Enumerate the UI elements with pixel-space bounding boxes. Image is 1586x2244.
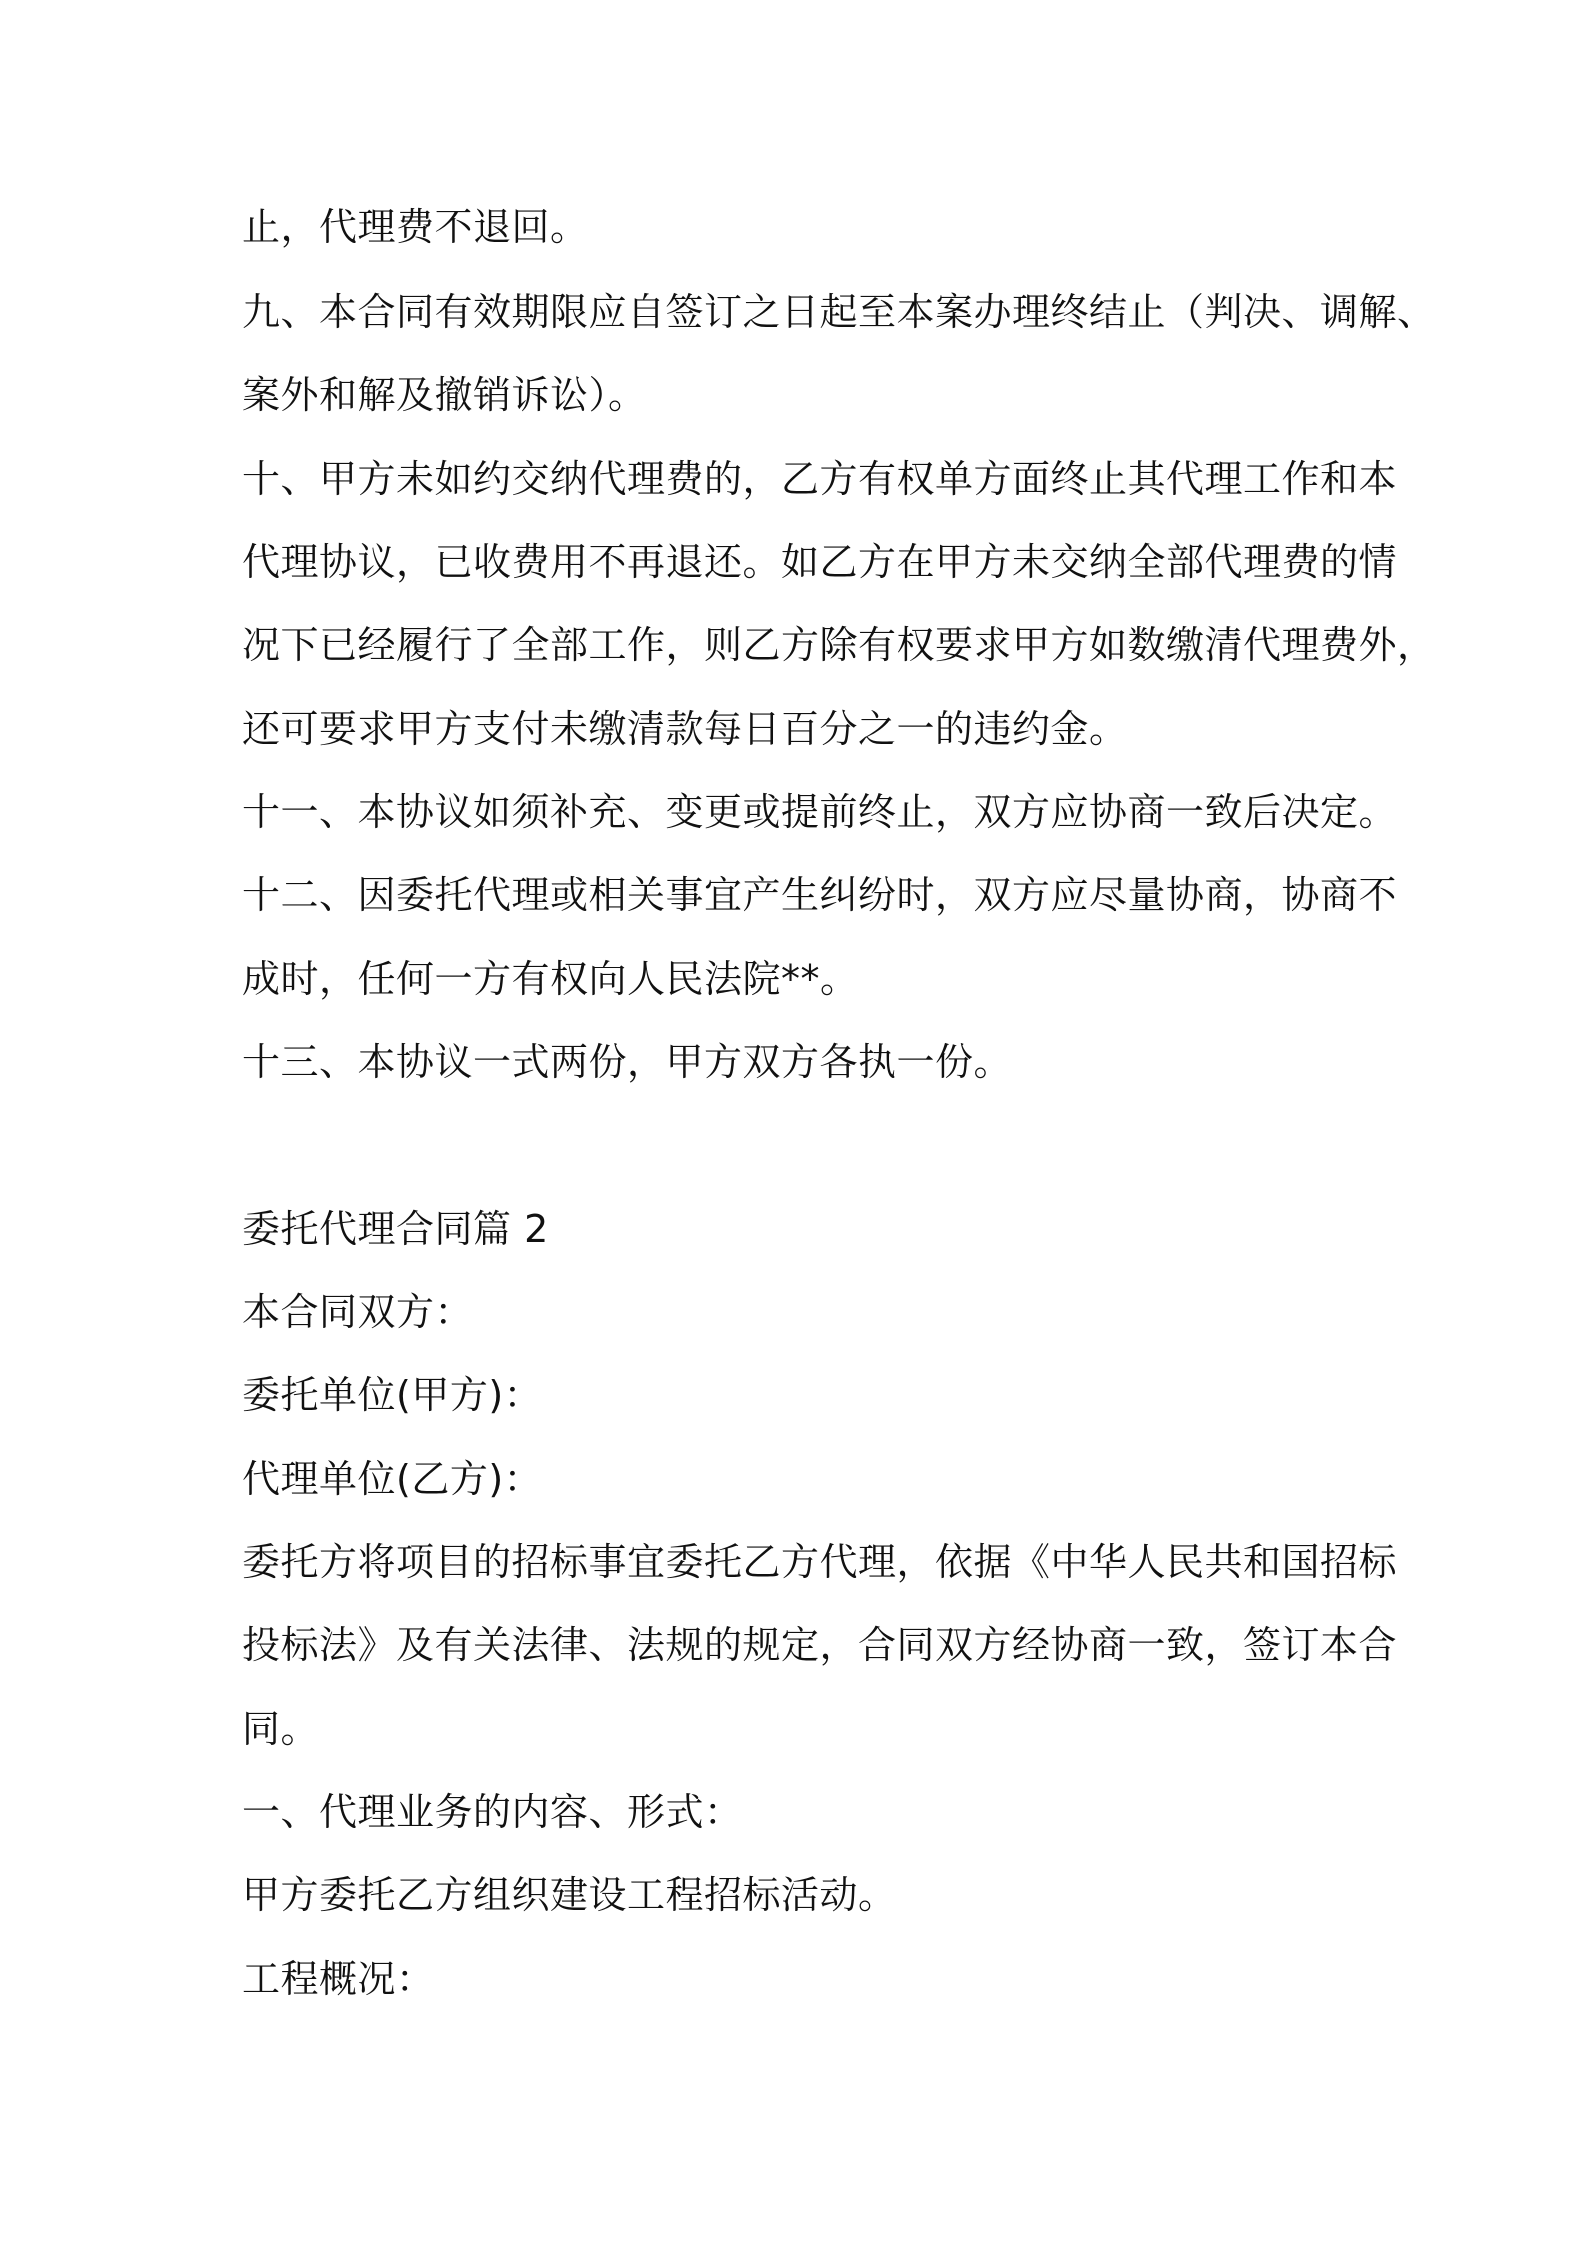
text-line: 同。 xyxy=(242,1707,320,1751)
text-line: 投标法》及有关法律、法规的规定，合同双方经协商一致，签订本合 xyxy=(242,1623,1398,1667)
text-line: 代理协议，已收费用不再退还。如乙方在甲方未交纳全部代理费的情 xyxy=(242,540,1398,584)
text-line: 工程概况： xyxy=(242,1957,435,2001)
text-line: 代理单位(乙方)： xyxy=(242,1457,543,1501)
text-line: 一、代理业务的内容、形式： xyxy=(242,1790,743,1834)
text-line: 委托方将项目的招标事宜委托乙方代理，依据《中华人民共和国招标 xyxy=(242,1540,1398,1584)
text-line: 十、甲方未如约交纳代理费的，乙方有权单方面终止其代理工作和本 xyxy=(242,457,1398,501)
text-line: 十一、本协议如须补充、变更或提前终止，双方应协商一致后决定。 xyxy=(242,790,1398,834)
text-line: 止，代理费不退回。 xyxy=(242,205,589,249)
text-line: 十三、本协议一式两份，甲方双方各执一份。 xyxy=(242,1040,1013,1084)
text-line: 九、本合同有效期限应自签订之日起至本案办理终结止（判决、调解、 xyxy=(242,290,1436,334)
text-line: 委托单位(甲方)： xyxy=(242,1373,543,1417)
text-line: 甲方委托乙方组织建设工程招标活动。 xyxy=(242,1873,897,1917)
text-line: 况下已经履行了全部工作，则乙方除有权要求甲方如数缴清代理费外， xyxy=(242,623,1436,667)
text-line: 案外和解及撤销诉讼）。 xyxy=(242,373,647,417)
section-heading: 委托代理合同篇 2 xyxy=(242,1207,549,1251)
text-line: 本合同双方： xyxy=(242,1290,474,1334)
text-line: 十二、因委托代理或相关事宜产生纠纷时，双方应尽量协商，协商不 xyxy=(242,873,1398,917)
text-line: 还可要求甲方支付未缴清款每日百分之一的违约金。 xyxy=(242,707,1128,751)
text-line: 成时，任何一方有权向人民法院**。 xyxy=(242,957,859,1001)
